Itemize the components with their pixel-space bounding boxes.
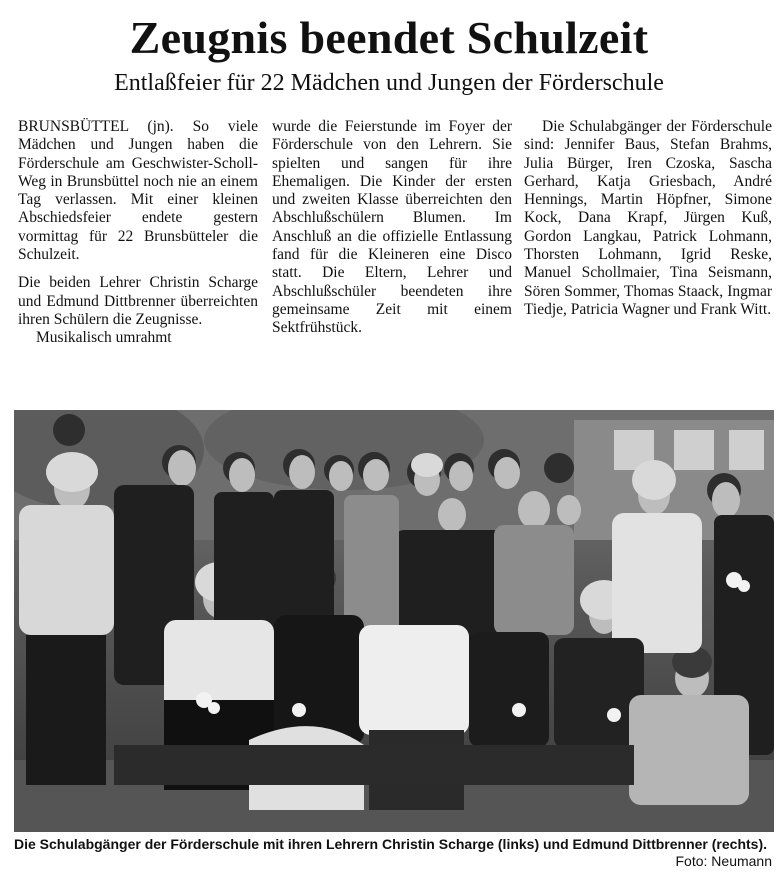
subheadline: Entlaßfeier für 22 Mädchen und Jungen der Förderschule: [114, 70, 664, 96]
column-2-paragraph-1: wurde die Feierstunde im Foyer der Förderschule von den Lehrern. Sie spielten und sangen für ihre Ehemaligen. Die Kinder der ersten und zweiten Klasse überreichten den Abschlußschülern Blumen. Im Anschluß an die offizielle Entlassung fand für die Kleineren eine Disco statt. Die Eltern, Lehrer und Abschlußschüler beendeten ihre gemeinsame Zeit mit einem Sektfrühstück.: [272, 118, 512, 337]
group-photo: [14, 410, 774, 832]
article-column-3: [524, 118, 772, 319]
photo-caption: Die Schulabgänger der Förderschule mit ihren Lehrern Christin Scharge (links) und Edmund Dittbrenner (rechts).: [14, 836, 768, 852]
photo-credit: Foto: Neumann: [675, 853, 772, 869]
column-3-paragraph-1: Die Schulabgänger der Förderschule sind: Jennifer Baus, Stefan Brahms, Julia Bürger, Iren Czoska, Sascha Gerhard, Katja Griesbach, André Hennings, Martin Höpfner, Simone Kock, Dana Krapf, Jürgen Kuß, Gordon Langkau, Patrick Lohmann, Thorsten Lohmann, Igrid Reske, Manuel Schollmaier, Tina Seismann, Sören Sommer, Thomas Staack, Ingmar Tiedje, Patricia Wagner und Frank Witt.: [524, 118, 772, 318]
column-1-paragraph-2: Die beiden Lehrer Christin Scharge und Edmund Dittbrenner überreichten ihren Schülern die Zeugnisse.: [18, 274, 258, 328]
column-1-paragraph-1: BRUNSBÜTTEL (jn). So viele Mädchen und Jungen haben die Förderschule am Geschwister-Scholl-Weg in Brunsbüttel noch nie an einem Tag verlassen. Mit einer kleinen Abschiedsfeier endete gestern vormittag für 22 Brunsbütteler die Schulzeit.: [18, 118, 258, 264]
column-1-paragraph-3: Musikalisch umrahmt: [36, 329, 172, 347]
article-column-2: [272, 118, 512, 338]
group-photo-illustration: [14, 410, 774, 832]
article-column-1: [18, 118, 258, 348]
headline: Zeugnis beendet Schulzeit: [129, 12, 649, 63]
